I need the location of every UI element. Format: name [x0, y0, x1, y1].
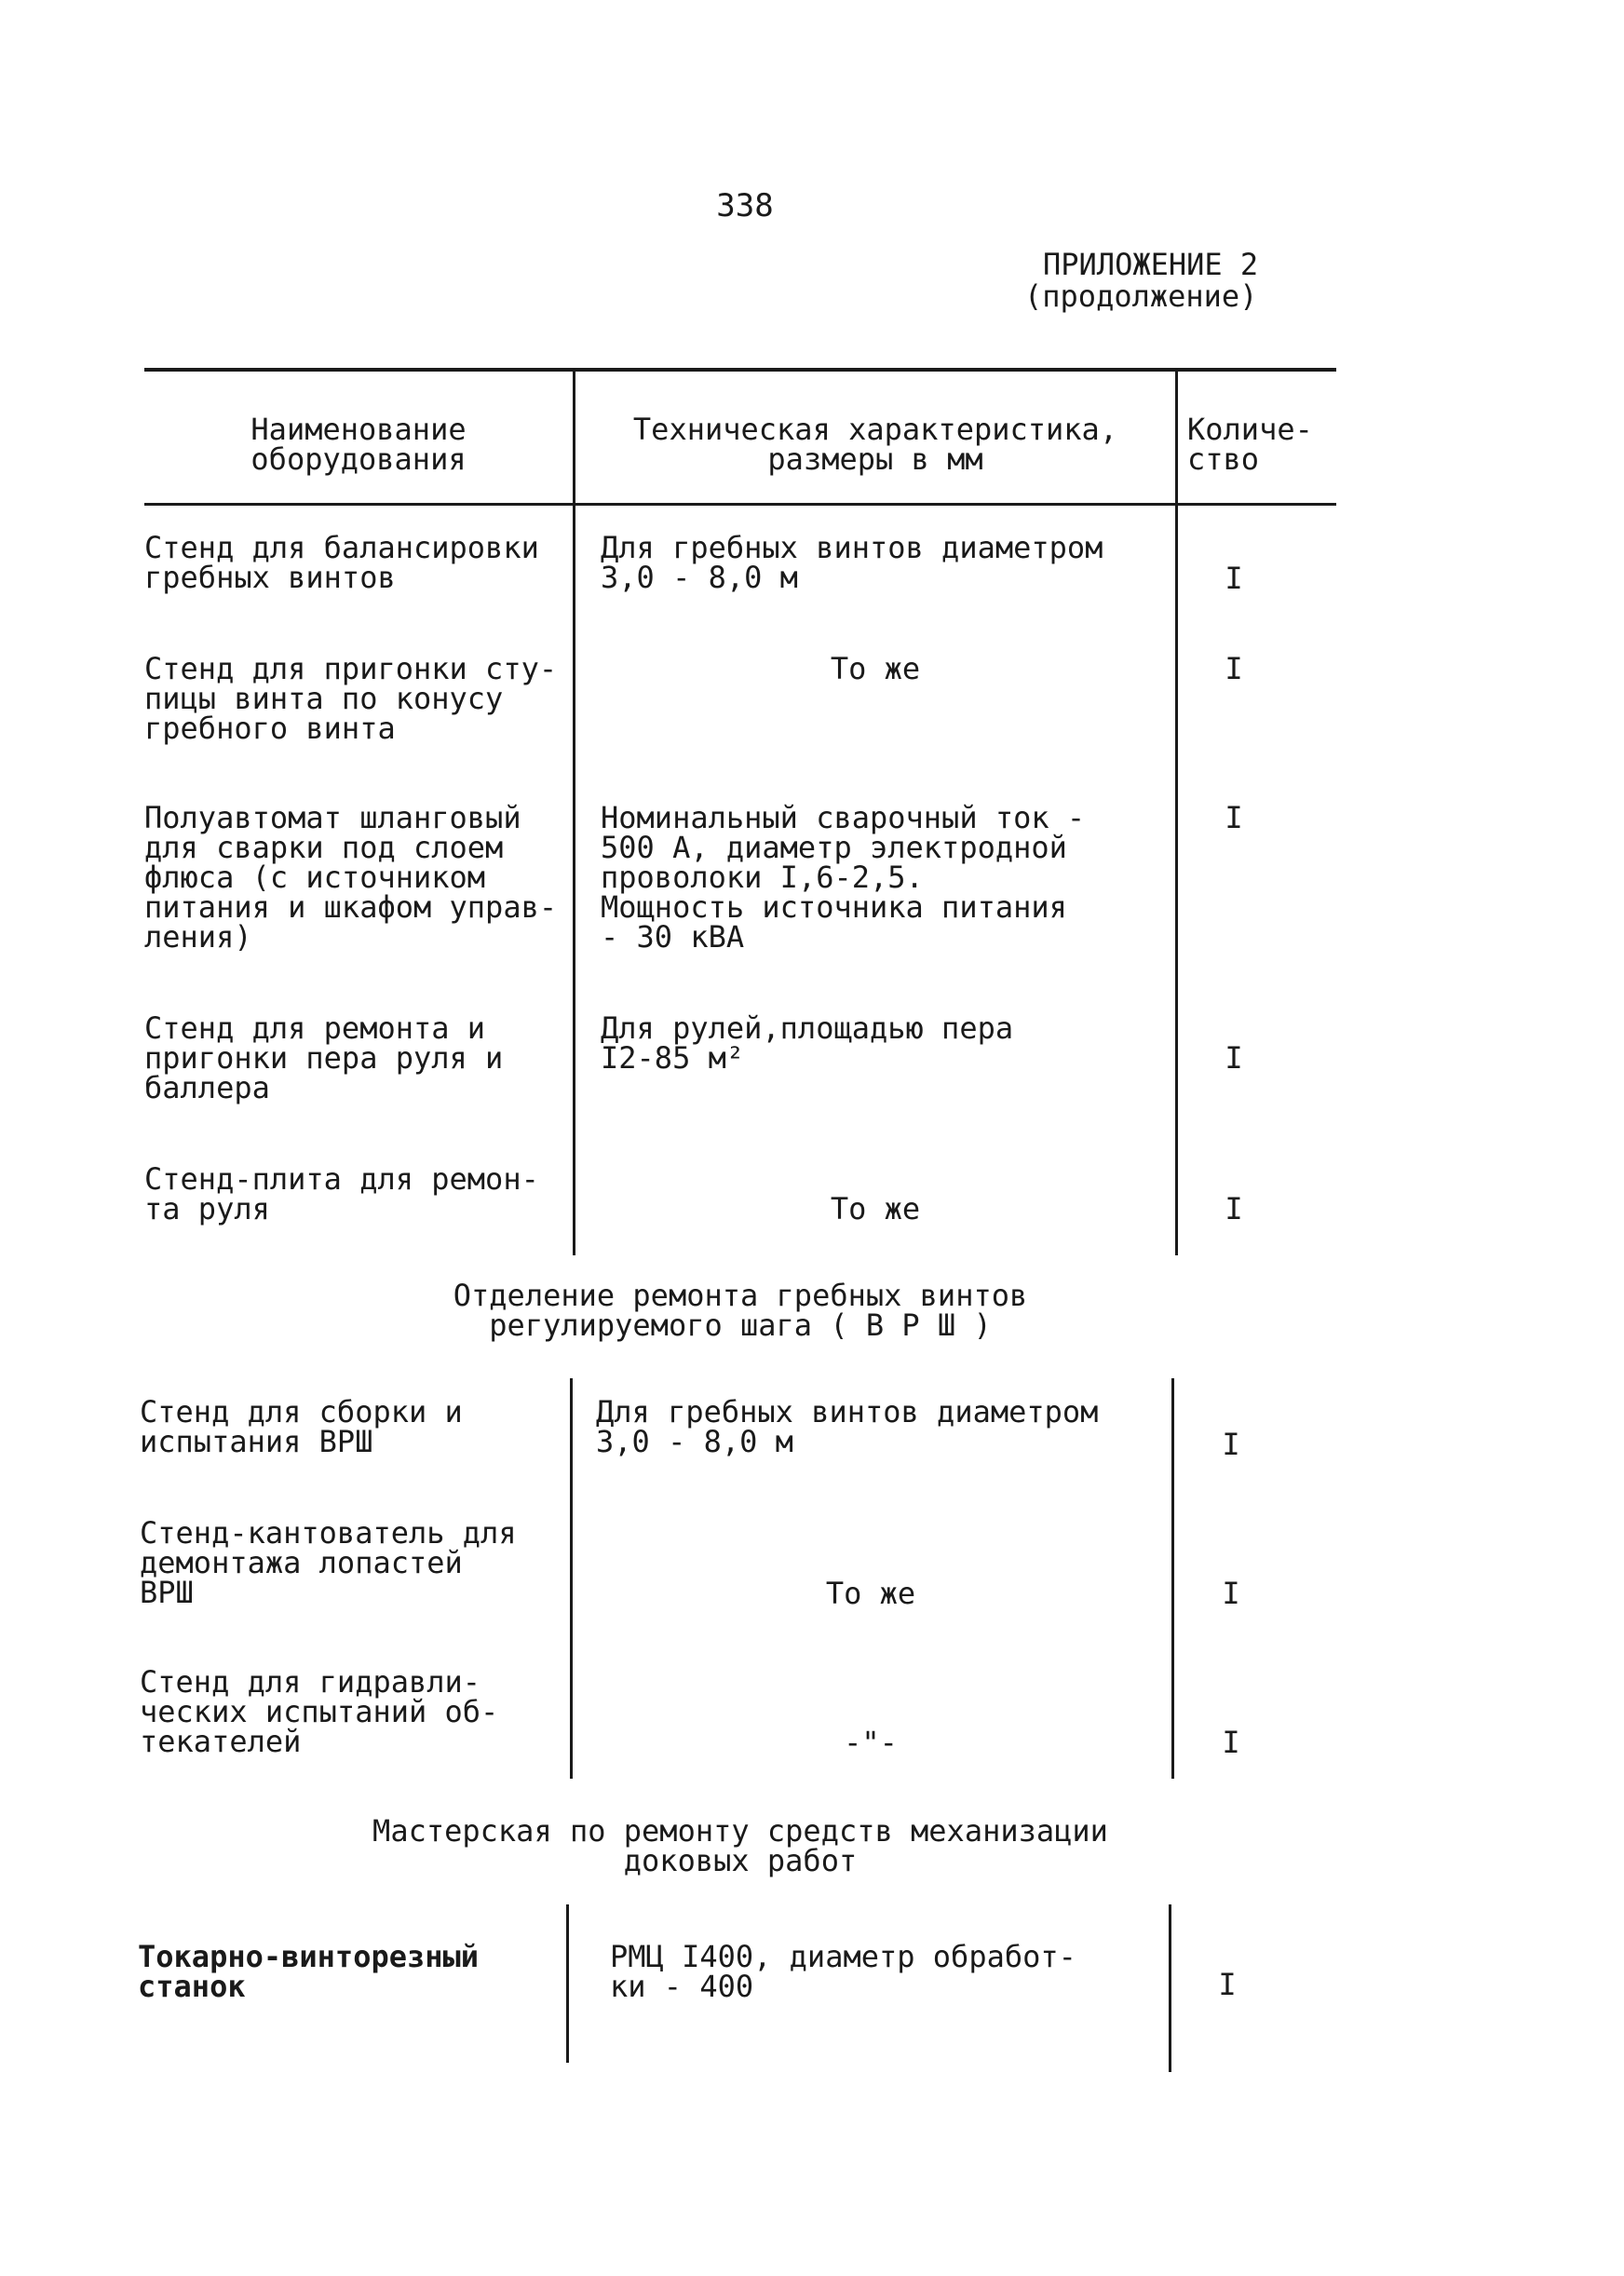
row-name: Полуавтомат шланговый для сварки под слоем флюса (с источником питания и шкафом управ- ления) [144, 800, 558, 955]
row-spec: Номинальный сварочный ток - 500 А, диаметр электродной проволоки I,6-2,5. Мощность источника питания - 30 кВА [601, 800, 1086, 955]
row-name: Стенд для пригонки сту- пицы винта по конусу гребного винта [144, 651, 558, 746]
appendix-title: ПРИЛОЖЕНИЕ 2 [1043, 247, 1259, 282]
row-name: Стенд для сборки и испытания ВРШ [140, 1394, 463, 1459]
header-name: Наименование оборудования [250, 412, 467, 477]
row-spec: То же [830, 651, 921, 686]
row-name: Стенд-плита для ремон- та руля [144, 1161, 539, 1226]
row-qty: I [1218, 1967, 1237, 2002]
section-heading: Мастерская по ремонту средств механизации доковых работ [372, 1813, 1108, 1878]
row-qty: I [1222, 1725, 1240, 1760]
row-name: Стенд для балансировки гребных винтов [144, 530, 539, 595]
row-qty: I [1225, 561, 1243, 596]
header-spec: Техническая характеристика, размеры в мм [632, 412, 1118, 477]
row-name: Токарно-винторезный станок [138, 1939, 480, 2004]
row-qty: I [1225, 1191, 1243, 1226]
page-number: 338 [716, 187, 774, 224]
header-qty: Количе- ство [1187, 412, 1313, 477]
row-spec: То же [825, 1576, 916, 1611]
row-name: Стенд для гидравли- ческих испытаний об- текателей [140, 1664, 499, 1759]
row-spec: Для гребных винтов диаметром 3,0 - 8,0 м [596, 1394, 1099, 1459]
row-name: Стенд для ремонта и пригонки пера руля и баллера [144, 1010, 504, 1105]
row-qty: I [1225, 800, 1243, 835]
row-spec: РМЦ I400, диаметр обработ- ки - 400 [610, 1939, 1076, 2004]
row-spec: -"- [844, 1725, 898, 1760]
column-divider [570, 1378, 573, 1779]
table-top-rule [144, 368, 1336, 372]
row-qty: I [1225, 651, 1243, 686]
appendix-subtitle: (продолжение) [1024, 278, 1258, 314]
row-spec: Для гребных винтов диаметром 3,0 - 8,0 м [601, 530, 1103, 595]
row-qty: I [1222, 1576, 1240, 1611]
row-spec: То же [830, 1191, 921, 1226]
column-divider [1171, 1378, 1174, 1779]
column-divider [566, 1904, 569, 2063]
row-spec: Для рулей,площадью пера I2-85 м² [601, 1010, 1014, 1076]
row-name: Стенд-кантователь для демонтажа лопастей ВРШ [140, 1515, 517, 1610]
row-qty: I [1222, 1427, 1240, 1462]
section-heading: Отделение ремонта гребных винтов регулируемого шага ( В Р Ш ) [453, 1278, 1028, 1343]
row-qty: I [1225, 1040, 1243, 1076]
column-divider [573, 371, 575, 1255]
header-bottom-rule [144, 503, 1336, 506]
